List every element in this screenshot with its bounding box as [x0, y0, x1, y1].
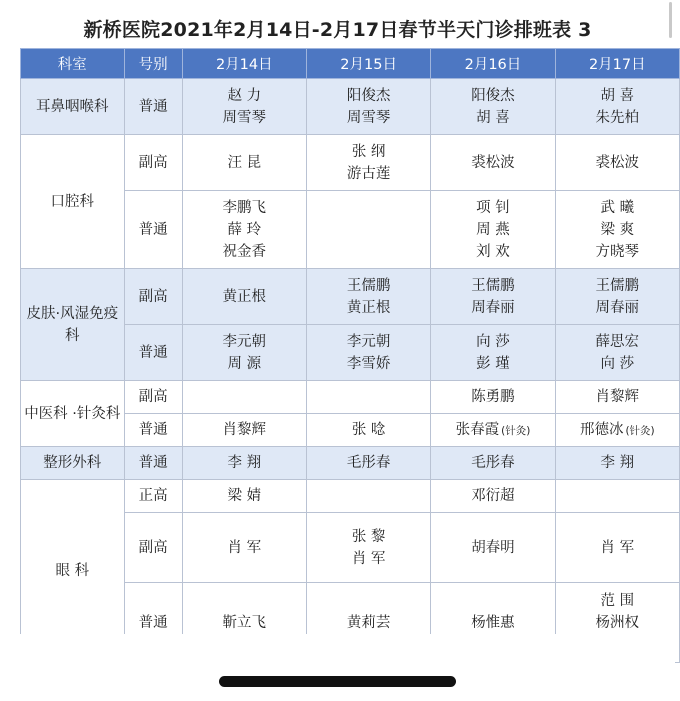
doctor-cell	[182, 135, 306, 191]
doctor-cell	[306, 325, 430, 381]
doctor-cell	[182, 191, 306, 269]
doctor-name: 肖 军	[227, 539, 262, 556]
doctor-cell	[431, 480, 555, 513]
doctor-cell	[306, 447, 430, 480]
doctor-name: 李元朝	[346, 333, 391, 350]
doctor-cell	[555, 325, 679, 381]
doctor-cell	[306, 513, 430, 583]
doctor-cell	[182, 447, 306, 480]
type-cell: 普通	[124, 325, 182, 381]
doctor-name: 王儒鹏	[346, 277, 391, 294]
doctor-name: 向 莎	[476, 333, 510, 350]
table-row	[21, 381, 680, 414]
doctor-name: 陈勇鹏	[471, 389, 515, 405]
doctor-name: 朱先柏	[595, 109, 640, 126]
table-row	[21, 480, 680, 513]
type-cell: 普通	[124, 191, 182, 269]
header-type: 号别	[124, 49, 182, 79]
doctor-cell	[555, 191, 679, 269]
doctor-cell	[182, 414, 306, 447]
type-cell: 普通	[124, 414, 182, 447]
doctor-name: 李鹏飞	[222, 199, 267, 216]
doctor-name: 黄莉芸	[346, 614, 391, 631]
doctor-name: 范 围	[600, 592, 635, 609]
doctor-cell	[431, 191, 555, 269]
doctor-cell	[555, 480, 679, 513]
doctor-cell	[306, 480, 430, 513]
doctor-name: 邢德冰	[579, 421, 624, 438]
doctor-name: 薛 玲	[227, 221, 262, 238]
type-cell: 正高	[124, 480, 182, 513]
doctor-name: 张 纲	[351, 143, 386, 160]
doctor-name: 黄正根	[222, 288, 267, 305]
doctor-name: 李 翔	[600, 455, 635, 471]
type-cell: 副高	[124, 513, 182, 583]
table-header-row	[21, 49, 680, 79]
doctor-name: 武 曦	[600, 199, 635, 216]
doctor-cell	[182, 513, 306, 583]
home-indicator[interactable]	[219, 676, 456, 687]
doctor-name: 黄正根	[346, 299, 391, 316]
type-cell: 副高	[124, 381, 182, 414]
header-feb16: 2月16日	[431, 49, 555, 79]
doctor-name: 彭 瑾	[476, 355, 510, 372]
acupuncture-note: (针灸)	[625, 424, 655, 437]
doctor-name: 李元朝	[222, 333, 267, 350]
table-row	[21, 135, 680, 191]
doctor-cell	[431, 513, 555, 583]
doctor-cell	[555, 447, 679, 480]
table-row	[21, 79, 680, 135]
schedule-table-container[interactable]	[20, 48, 670, 634]
doctor-cell	[555, 135, 679, 191]
doctor-name: 周雪琴	[346, 109, 391, 126]
dept-cell: 整形外科	[21, 447, 125, 480]
schedule-table	[20, 48, 680, 663]
doctor-cell	[182, 269, 306, 325]
type-cell: 普通	[124, 447, 182, 480]
doctor-name: 邓衍超	[471, 488, 515, 504]
doctor-name: 周雪琴	[222, 109, 267, 126]
doctor-name: 阳俊杰	[471, 87, 515, 104]
doctor-name: 胡 喜	[600, 87, 635, 104]
doctor-name: 张 黎	[351, 528, 386, 545]
type-cell: 普通	[124, 583, 182, 663]
doctor-name: 毛彤春	[346, 455, 391, 471]
doctor-cell	[555, 79, 679, 135]
header-feb17: 2月17日	[555, 49, 679, 79]
doctor-name: 张春霞	[455, 421, 500, 438]
header-dept: 科室	[21, 49, 125, 79]
doctor-cell	[182, 79, 306, 135]
doctor-name: 刘 欢	[476, 243, 510, 260]
doctor-cell	[431, 135, 555, 191]
doctor-name: 李雪娇	[346, 355, 391, 372]
dept-cell: 耳鼻咽喉科	[21, 79, 125, 135]
doctor-name: 杨洲权	[595, 614, 640, 631]
doctor-name: 王儒鹏	[595, 277, 640, 294]
dept-cell: 中医科 ·针灸科	[21, 381, 125, 447]
doctor-name: 裘松波	[595, 154, 640, 171]
doctor-name: 肖黎辉	[222, 422, 267, 438]
doctor-name: 李 翔	[227, 455, 262, 471]
dept-cell: 眼 科	[21, 480, 125, 663]
table-row	[21, 447, 680, 480]
type-cell: 副高	[124, 135, 182, 191]
doctor-cell	[555, 381, 679, 414]
dept-cell: 皮肤·风湿免疫科	[21, 269, 125, 381]
type-cell: 普通	[124, 79, 182, 135]
doctor-cell	[182, 381, 306, 414]
doctor-name: 梁 婧	[227, 488, 262, 504]
doctor-name: 肖 军	[351, 550, 386, 567]
doctor-name: 周 源	[227, 355, 262, 372]
doctor-name: 胡春明	[471, 539, 515, 556]
doctor-name: 王儒鹏	[471, 277, 515, 294]
doctor-cell	[306, 79, 430, 135]
doctor-name: 向 莎	[600, 355, 635, 372]
header-feb14: 2月14日	[182, 49, 306, 79]
doctor-name: 汪 昆	[227, 154, 262, 171]
doctor-name: 祝金香	[222, 243, 267, 260]
doctor-cell	[555, 513, 679, 583]
doctor-name: 游古莲	[346, 165, 391, 182]
doctor-name: 肖黎辉	[595, 389, 640, 405]
doctor-cell	[431, 414, 555, 447]
page-title: 新桥医院2021年2月14日-2月17日春节半天门诊排班表 3	[83, 19, 592, 41]
doctor-cell	[306, 269, 430, 325]
table-row	[21, 269, 680, 325]
doctor-cell	[306, 135, 430, 191]
header-feb15: 2月15日	[306, 49, 430, 79]
bottom-bar	[0, 634, 675, 701]
doctor-cell	[306, 414, 430, 447]
doctor-cell	[306, 381, 430, 414]
doctor-name: 毛彤春	[471, 455, 515, 471]
doctor-cell	[431, 325, 555, 381]
doctor-cell	[555, 269, 679, 325]
doctor-name: 周春丽	[471, 299, 515, 316]
doctor-cell	[306, 191, 430, 269]
doctor-name: 肖 军	[600, 539, 635, 556]
doctor-name: 周春丽	[595, 299, 640, 316]
doctor-name: 裘松波	[471, 154, 515, 171]
doctor-cell	[431, 447, 555, 480]
doctor-name: 薛思宏	[595, 333, 640, 350]
doctor-name: 阳俊杰	[346, 87, 391, 104]
doctor-name: 周 燕	[476, 221, 510, 238]
doctor-cell	[555, 414, 679, 447]
doctor-name: 胡 喜	[476, 109, 510, 126]
doctor-name: 靳立飞	[222, 614, 267, 631]
acupuncture-note: (针灸)	[501, 424, 531, 437]
doctor-name: 张 唸	[351, 422, 386, 438]
doctor-name: 赵 力	[227, 87, 262, 104]
type-cell: 副高	[124, 269, 182, 325]
doctor-cell	[182, 325, 306, 381]
doctor-cell	[431, 269, 555, 325]
doctor-name: 杨惟惠	[471, 614, 515, 631]
doctor-cell	[182, 480, 306, 513]
doctor-name: 梁 爽	[600, 221, 635, 238]
doctor-name: 方晓琴	[595, 243, 640, 260]
doctor-name: 项 钊	[476, 199, 510, 216]
doctor-cell	[431, 381, 555, 414]
dept-cell: 口腔科	[21, 135, 125, 269]
doctor-cell	[431, 79, 555, 135]
